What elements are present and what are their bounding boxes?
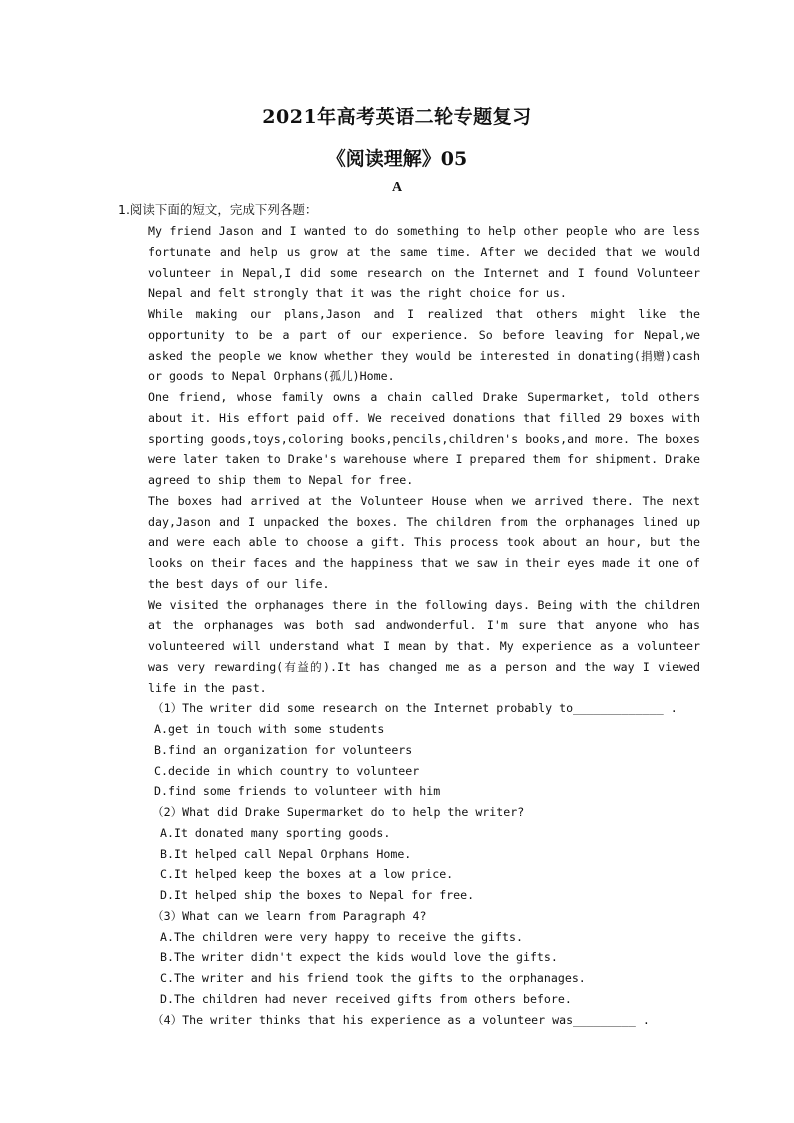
question-stem: （2）What did Drake Supermarket do to help the writer? bbox=[152, 805, 525, 819]
document-title: 2021年高考英语二轮专题复习 bbox=[262, 106, 532, 128]
passage-paragraph: One friend, whose family owns a chain called Drake Supermarket, told others about it. His effort paid off. We received donations that filled 29 boxes with sporting goods,toys,coloring books,pencils,children's books,and more. The boxes were later taken to Drake's warehouse where I prepared them for shipment. Drake agreed to ship them to Nepal for free. bbox=[148, 390, 700, 487]
answer-option: B.find an organization for volunteers bbox=[154, 742, 413, 757]
question-stem: （1）The writer did some research on the Internet probably to_____________ . bbox=[152, 701, 678, 716]
passage-body bbox=[148, 221, 700, 1030]
question-stem: （3）What can we learn from Paragraph 4? bbox=[152, 908, 427, 923]
passage-paragraph: We visited the orphanages there in the following days. Being with the children at the orphanages was both sad andwonderful. I'm sure that anyone who has volunteered will understand what I mean by that. My experience as a volunteer was very rewarding(有益的).It has changed me as a person and the way I viewed life in the past. bbox=[148, 597, 700, 695]
answer-option: D.It helped ship the boxes to Nepal for free. bbox=[160, 888, 475, 902]
answer-option: B.It helped call Nepal Orphans Home. bbox=[160, 846, 412, 861]
question-3 bbox=[148, 906, 700, 1010]
answer-option: D.find some friends to volunteer with him bbox=[154, 784, 441, 799]
section-label: A bbox=[391, 180, 403, 195]
answer-option: A.The children were very happy to receive the gifts. bbox=[160, 929, 523, 944]
passage-paragraph: My friend Jason and I wanted to do something to help other people who are less fortunate and help us grow at the same time. After we decided that we would volunteer in Nepal,I did some research on the Internet and I found Volunteer Nepal and felt strongly that it was the right choice for us. bbox=[148, 224, 700, 301]
instruction-text: 1.阅读下面的短文，完成下列各题： bbox=[118, 202, 318, 217]
document-subtitle: 《阅读理解》05 bbox=[326, 148, 468, 170]
question-stem: （4）The writer thinks that his experience as a volunteer was_________ . bbox=[152, 1012, 650, 1027]
answer-option: B.The writer didn't expect the kids would love the gifts. bbox=[160, 950, 558, 965]
passage-paragraph: While making our plans,Jason and I realized that others might like the opportunity to be a part of our experience. So before leaving for Nepal,we asked the people we know whether they would be interested in donating(捐赠)cash or goods to Nepal Orphans(孤儿)Home. bbox=[148, 307, 700, 384]
answer-option: C.It helped keep the boxes at a low price. bbox=[160, 867, 454, 882]
answer-option: A.get in touch with some students bbox=[154, 722, 385, 736]
passage-paragraph: The boxes had arrived at the Volunteer House when we arrived there. The next day,Jason and I unpacked the boxes. The children from the orphanages lined up and were each able to choose a gift. This process took about an hour, but the looks on their faces and the happiness that we saw in their eyes made it one of the best days of our life. bbox=[148, 493, 700, 591]
answer-option: C.The writer and his friend took the gifts to the orphanages. bbox=[160, 971, 586, 985]
answer-option: C.decide in which country to volunteer bbox=[154, 763, 420, 778]
question-2 bbox=[148, 802, 700, 906]
answer-option: A.It donated many sporting goods. bbox=[160, 825, 391, 840]
question-1 bbox=[148, 698, 700, 802]
question-4 bbox=[148, 1010, 700, 1031]
answer-option: D.The children had never received gifts from others before. bbox=[160, 991, 572, 1006]
